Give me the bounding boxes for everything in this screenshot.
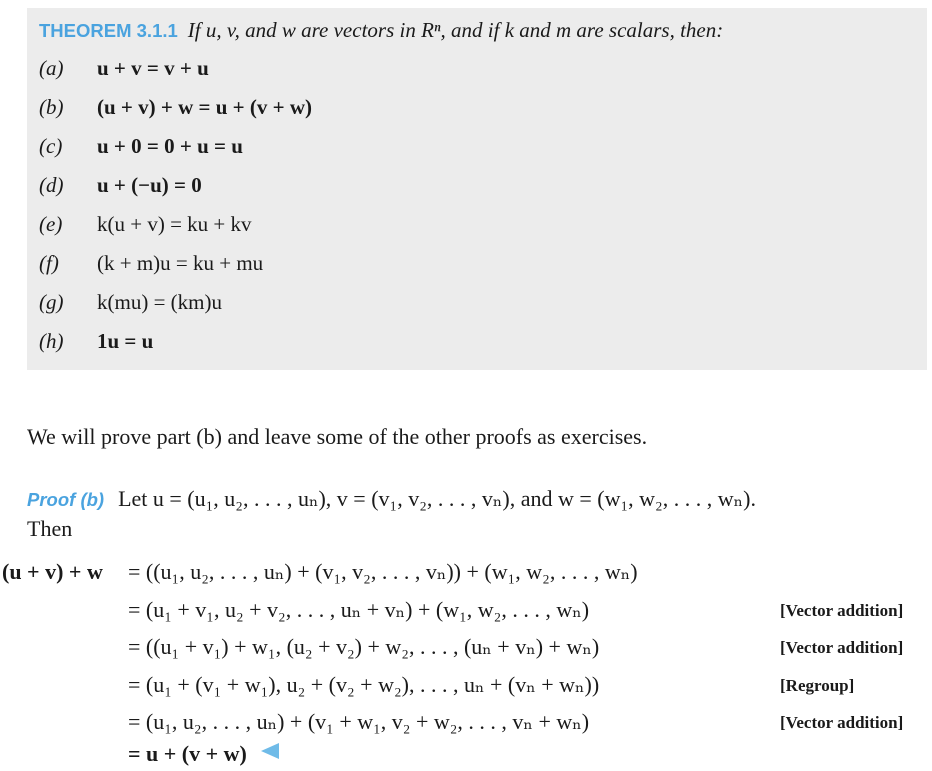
property-row <box>39 329 153 359</box>
property-letter: (h) <box>39 329 64 353</box>
property-formula: (k + m)u = ku + mu <box>97 251 264 275</box>
property-letter: (d) <box>39 173 64 197</box>
step-reason: [Regroup] <box>780 676 855 695</box>
property-row <box>39 290 222 320</box>
theorem-header <box>39 18 723 43</box>
property-row <box>39 212 252 242</box>
property-formula: u + 0 = 0 + u = u <box>97 134 243 158</box>
property-letter: (c) <box>39 134 63 158</box>
property-formula: 1u = u <box>97 329 154 353</box>
equation-step: = (u₁, u₂, . . . , uₙ) + (v₁ + w₁, v₂ + w₂, . . . , vₙ + wₙ) <box>128 709 590 734</box>
intro-paragraph: We will prove part (b) and leave some of the other proofs as exercises. <box>27 424 648 449</box>
end-of-proof-icon <box>261 743 279 759</box>
property-formula: k(u + v) = ku + kv <box>97 212 252 236</box>
lhs-expression: (u + v) + w <box>2 559 103 584</box>
property-letter: (a) <box>39 56 64 80</box>
property-letter: (f) <box>39 251 59 275</box>
property-row <box>39 95 312 125</box>
step-reason: [Vector addition] <box>780 638 904 657</box>
property-row <box>39 56 209 86</box>
property-formula: u + (−u) = 0 <box>97 173 202 197</box>
property-formula: k(mu) = (km)u <box>97 290 222 314</box>
equation-step: = ((u₁, u₂, . . . , uₙ) + (v₁, v₂, . . . , vₙ)) + (w₁, w₂, . . . , wₙ) <box>128 559 638 584</box>
proof-label: Proof (b) <box>27 489 105 510</box>
property-row <box>39 173 202 203</box>
proof-setup-line <box>27 486 756 512</box>
property-formula: u + v = v + u <box>97 56 209 80</box>
equation-step: = (u₁ + v₁, u₂ + v₂, . . . , uₙ + vₙ) + (w₁, w₂, . . . , wₙ) <box>128 597 590 622</box>
equation-step: = (u₁ + (v₁ + w₁), u₂ + (v₂ + w₂), . . . , uₙ + (vₙ + wₙ)) <box>128 672 600 697</box>
equation-lhs <box>2 559 103 585</box>
step-reason: [Vector addition] <box>780 713 904 732</box>
theorem-statement: If u, v, and w are vectors in Rⁿ, and if k and m are scalars, then: <box>187 18 724 42</box>
step-reason: [Vector addition] <box>780 601 904 620</box>
proof-then: Then <box>27 516 73 541</box>
theorem-label: THEOREM 3.1.1 <box>39 20 178 41</box>
final-expression: = u + (v + w) <box>128 741 247 766</box>
equation-final-step <box>128 741 279 767</box>
property-formula: (u + v) + w = u + (v + w) <box>97 95 312 119</box>
theorem-box <box>27 8 927 370</box>
property-letter: (b) <box>39 95 64 119</box>
property-row <box>39 134 243 164</box>
property-row <box>39 251 263 281</box>
property-letter: (g) <box>39 290 64 314</box>
equation-step: = ((u₁ + v₁) + w₁, (u₂ + v₂) + w₂, . . . , (uₙ + vₙ) + wₙ) <box>128 634 600 659</box>
proof-setup: Let u = (u₁, u₂, . . . , uₙ), v = (v₁, v₂, . . . , vₙ), and w = (w₁, w₂, . . . , wₙ). <box>118 486 756 511</box>
property-letter: (e) <box>39 212 63 236</box>
